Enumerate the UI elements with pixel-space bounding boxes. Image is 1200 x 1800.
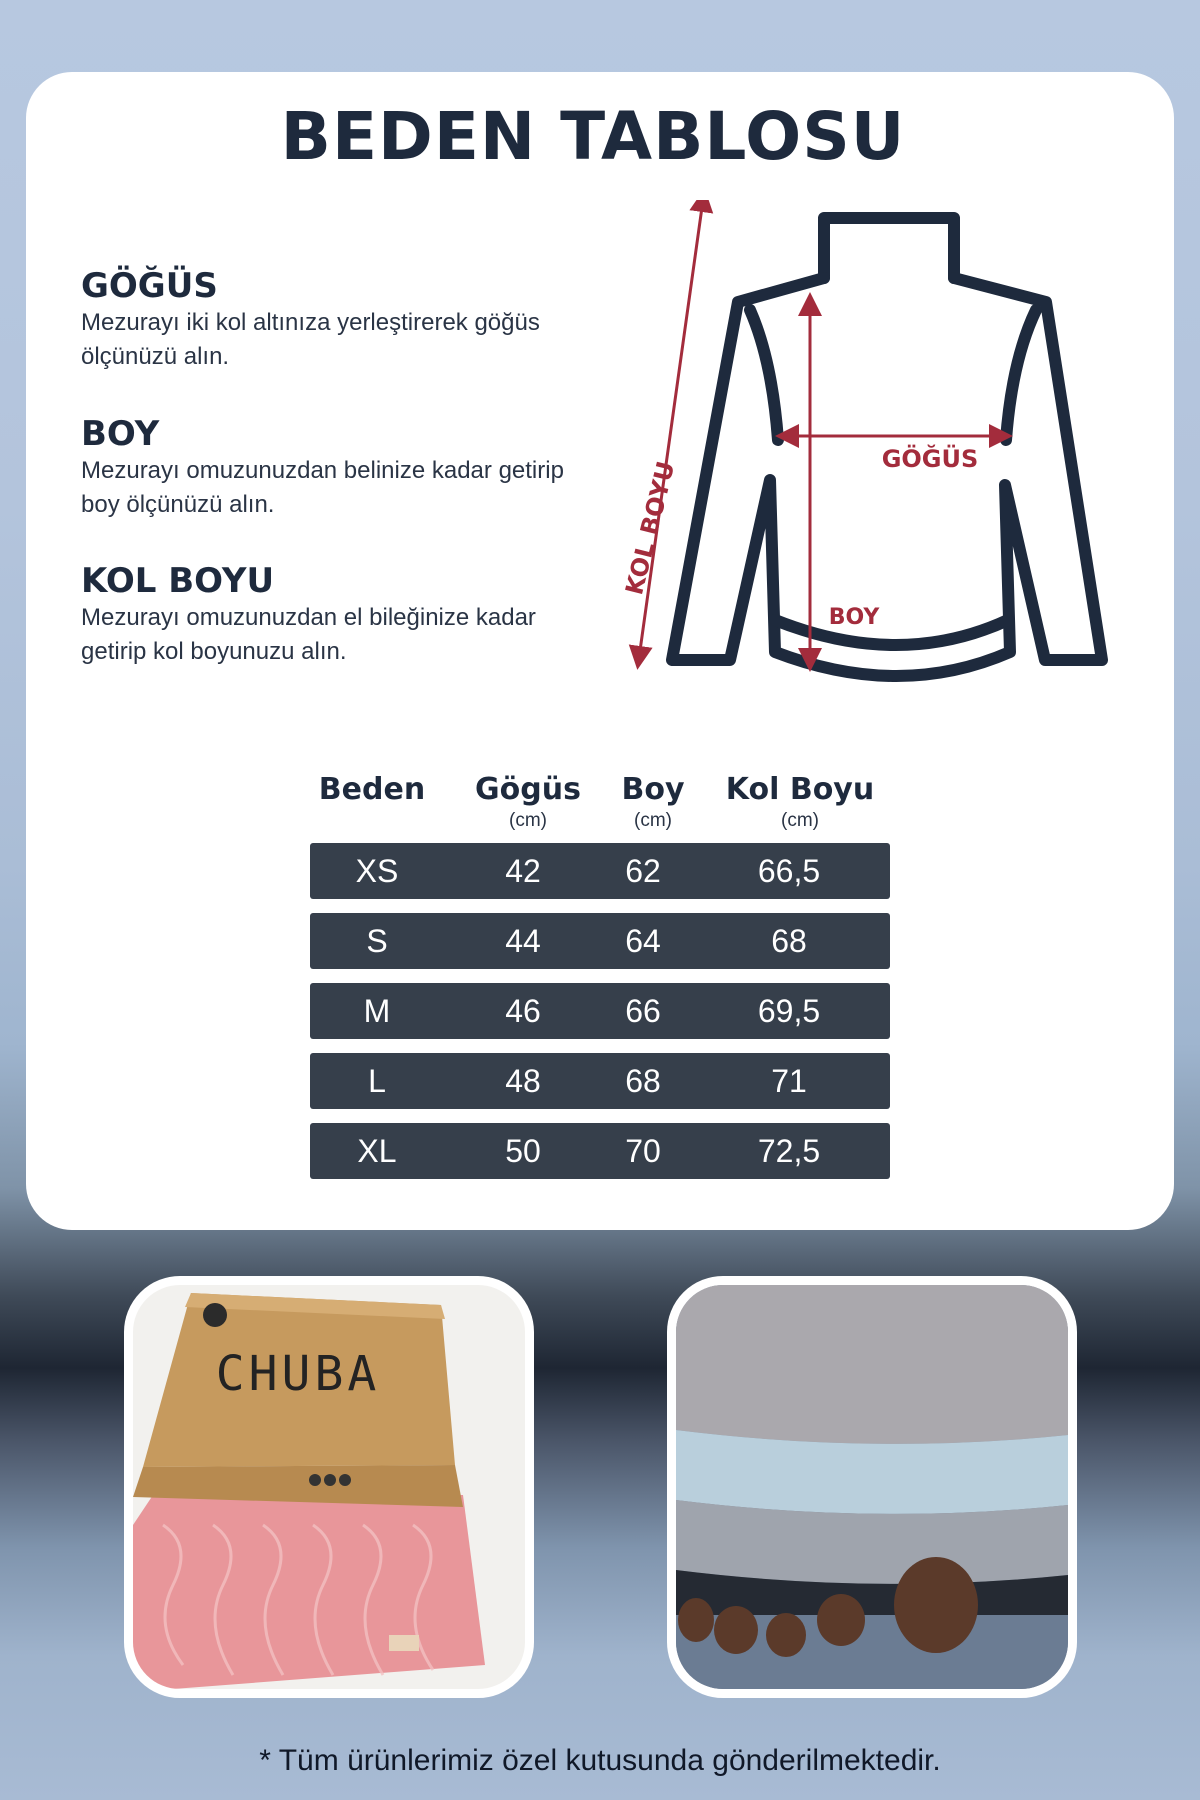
facebook-icon <box>309 1474 321 1486</box>
label-sleeve-length: KOL BOYU <box>620 458 681 598</box>
twitter-icon <box>339 1474 351 1486</box>
cell-sleeve: 71 <box>771 1063 807 1099</box>
cell-length: 66 <box>625 993 661 1029</box>
sweater-measurement-diagram <box>600 200 1140 720</box>
box-brand-text: CHUBA <box>215 1346 381 1402</box>
header-length: Boy (cm) <box>621 772 685 831</box>
cell-length: 68 <box>625 1063 661 1099</box>
table-row <box>310 1053 890 1109</box>
cell-sleeve: 69,5 <box>757 993 821 1029</box>
guide-chest-heading: GÖĞÜS <box>81 266 218 306</box>
guide-chest-text: Mezurayı iki kol altınıza yerleştirerek göğüs ölçünüzü alın. <box>81 309 540 370</box>
cell-chest: 48 <box>505 1063 541 1099</box>
guide-sleeve <box>81 561 601 669</box>
instagram-icon <box>324 1474 336 1486</box>
page-title: BEDEN TABLOSU <box>280 98 906 175</box>
cell-size: L <box>368 1063 386 1099</box>
cell-chest: 44 <box>505 923 541 959</box>
cell-sleeve: 72,5 <box>757 1133 821 1169</box>
table-row <box>310 983 890 1039</box>
cell-length: 64 <box>625 923 661 959</box>
size-table-body <box>310 843 890 1193</box>
gift-box-photo <box>124 1276 534 1698</box>
header-sleeve: Kol Boyu (cm) <box>725 772 875 831</box>
cell-size: XL <box>357 1133 397 1169</box>
shipping-note: * Tüm ürünlerimiz özel kutusunda gönderilmektedir. <box>259 1744 941 1777</box>
cell-length: 62 <box>625 853 661 889</box>
scarf-tag <box>389 1635 419 1651</box>
cell-chest: 42 <box>505 853 541 889</box>
cell-size: XS <box>355 853 399 889</box>
label-chest: GÖĞÜS <box>881 445 979 473</box>
cell-chest: 46 <box>505 993 541 1029</box>
label-length: BOY <box>828 605 880 630</box>
guide-sleeve-heading: KOL BOYU <box>81 561 275 601</box>
guide-sleeve-text: Mezurayı omuzunuzdan el bileğinize kadar getirip kol boyunuzu alın. <box>81 604 536 665</box>
cell-chest: 50 <box>505 1133 541 1169</box>
table-row <box>310 913 890 969</box>
guide-chest <box>81 266 601 374</box>
header-size: Beden <box>318 772 426 807</box>
cell-length: 70 <box>625 1133 661 1169</box>
guide-length <box>81 414 601 522</box>
table-row <box>310 1123 890 1179</box>
cell-sleeve: 68 <box>771 923 807 959</box>
cell-sleeve: 66,5 <box>757 853 821 889</box>
guide-length-text: Mezurayı omuzunuzdan belinize kadar getirip boy ölçünüzü alın. <box>81 457 564 518</box>
cell-size: M <box>363 993 391 1029</box>
brand-logo-icon <box>203 1303 227 1327</box>
size-table-header <box>0 770 1200 840</box>
guide-length-heading: BOY <box>81 414 160 454</box>
header-chest: Gögüs (cm) <box>475 772 581 831</box>
cell-size: S <box>366 923 388 959</box>
table-row <box>310 843 890 899</box>
folded-sweaters-photo <box>667 1276 1077 1698</box>
